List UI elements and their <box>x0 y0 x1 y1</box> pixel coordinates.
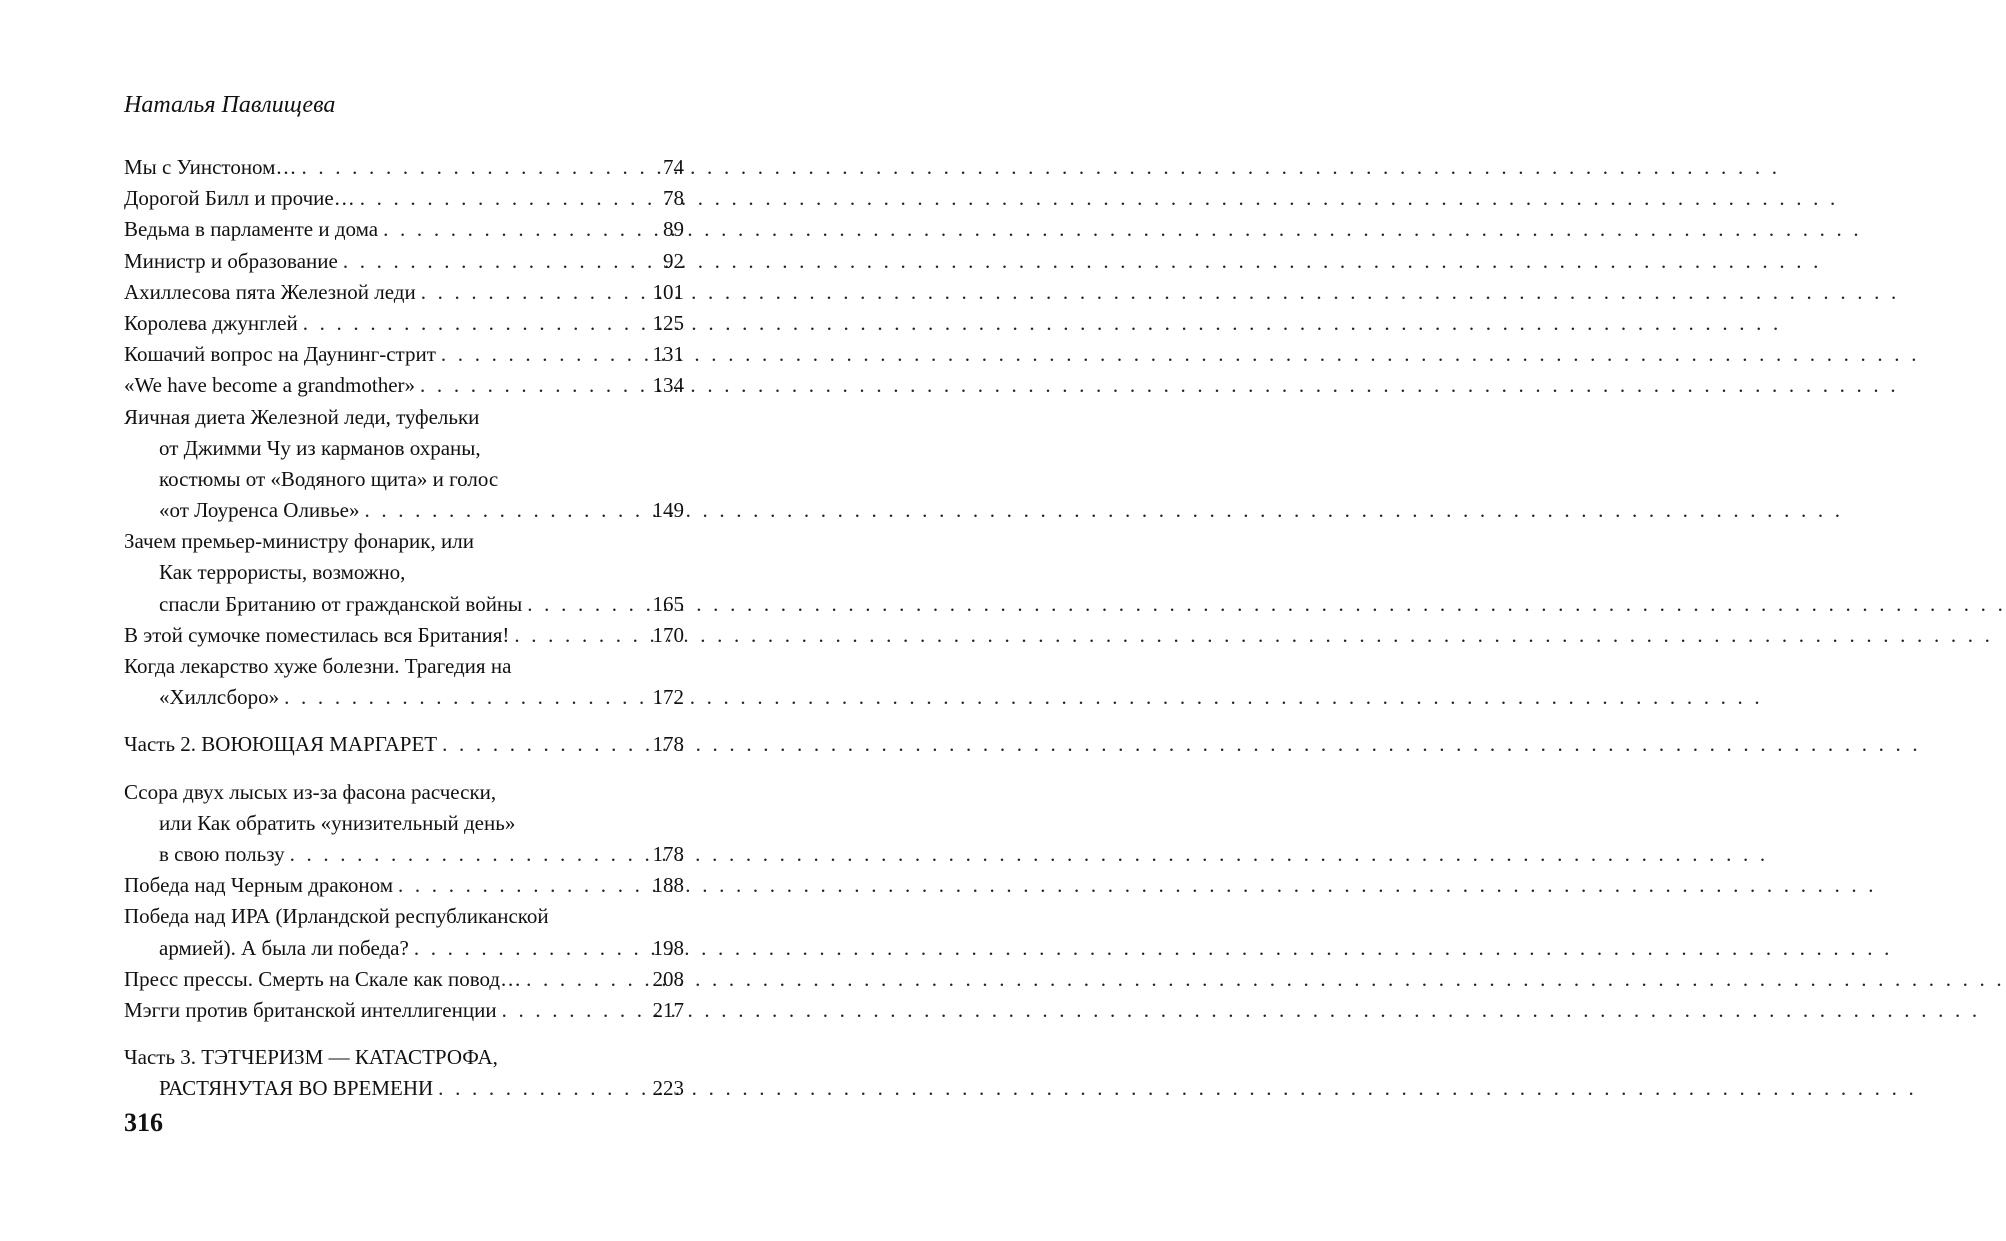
toc-entry <box>124 152 684 183</box>
toc-entry <box>124 308 684 339</box>
toc-entry-title: Кошачий вопрос на Даунинг-стрит <box>124 342 436 367</box>
toc-entry-title: от Джимми Чу из карманов охраны, <box>159 435 481 460</box>
toc-entry <box>124 1042 684 1073</box>
toc-entry <box>124 729 684 760</box>
toc-entry-title: Дорогой Билл и прочие… <box>124 186 355 211</box>
toc-entry-page: 101 <box>652 279 684 304</box>
toc-leader-dots <box>364 495 647 526</box>
toc-leader-dots <box>438 1073 647 1104</box>
toc-leader-dots <box>383 214 658 245</box>
toc-entry-title: Пресс прессы. Смерть на Скале как повод… <box>124 966 522 991</box>
running-header-author: Наталья Павлищева <box>124 92 336 118</box>
toc-leader-dots <box>526 964 647 995</box>
toc-entry-title: Победа над Черным драконом <box>124 873 393 898</box>
toc-entry-title: Зачем премьер-министру фонарик, или <box>124 529 474 554</box>
toc-entry <box>124 339 684 370</box>
toc-entry <box>124 526 684 557</box>
toc-leader-dots <box>360 183 658 214</box>
toc-entry-page: 188 <box>652 873 684 898</box>
toc-entry-title: Часть 2. ВОЮЮЩАЯ МАРГАРЕТ <box>124 732 438 757</box>
toc-entry <box>124 589 684 620</box>
toc-entry-title: Когда лекарство хуже болезни. Трагедия на <box>124 654 512 678</box>
toc-leader-dots <box>284 682 647 713</box>
toc-entry-page: 131 <box>652 342 684 367</box>
toc-entry-title: или Как обратить «унизительный день» <box>159 810 516 835</box>
toc-leader-dots <box>290 839 648 870</box>
toc-entry <box>124 1073 684 1104</box>
section-gap <box>124 1026 684 1042</box>
toc-entry-page: 134 <box>652 373 684 398</box>
toc-entry <box>124 995 684 1026</box>
toc-entry-page: 172 <box>652 685 684 710</box>
toc-leader-dots <box>420 370 647 401</box>
toc-entry <box>124 933 684 964</box>
toc-entry-title: в свою пользу <box>159 841 285 866</box>
toc-entry-title: Часть 3. ТЭТЧЕРИЗМ — КАТАСТРОФА, <box>124 1045 498 1070</box>
page-number: 316 <box>124 1108 163 1137</box>
toc-entry-page: 165 <box>652 591 684 616</box>
toc-entry <box>124 808 684 839</box>
toc-entry-title: Мы с Уинстоном… <box>124 155 297 179</box>
toc-entry-page: 74 <box>663 155 684 179</box>
toc-entry <box>124 246 684 277</box>
toc-entry <box>124 777 684 808</box>
toc-leader-dots <box>343 246 658 277</box>
toc-entry-title: костюмы от «Водяного щита» и голос <box>159 466 499 491</box>
toc-leader-dots <box>502 995 648 1026</box>
toc-entry <box>124 277 684 308</box>
toc-entry-page: 89 <box>663 217 684 242</box>
toc-entry <box>124 651 684 682</box>
toc-entry <box>124 557 684 588</box>
toc-entry-page: 178 <box>652 841 684 866</box>
toc-entry-page: 92 <box>663 248 684 273</box>
toc-entry <box>124 214 684 245</box>
toc-entry-title: Как террористы, возможно, <box>159 560 406 585</box>
toc-entry-title: спасли Британию от гражданской войны <box>159 591 523 616</box>
toc-entry <box>124 964 684 995</box>
toc-entry <box>124 402 684 433</box>
toc-entry <box>124 433 684 464</box>
toc-leader-dots <box>421 277 648 308</box>
toc-entry <box>124 682 684 713</box>
toc-entry-page: 125 <box>652 310 684 335</box>
toc-leader-dots <box>303 308 648 339</box>
toc-entry-title: Королева джунглей <box>124 310 298 335</box>
toc-entry-page: 78 <box>663 186 684 211</box>
toc-entry-title: РАСТЯНУТАЯ ВО ВРЕМЕНИ <box>159 1076 434 1101</box>
toc-leader-dots <box>398 870 648 901</box>
toc-entry-page: 178 <box>652 732 684 757</box>
toc-entry-page: 223 <box>652 1076 684 1101</box>
toc-entry-title: Министр и образование <box>124 248 338 273</box>
toc-entry <box>124 183 684 214</box>
toc-entry <box>124 839 684 870</box>
toc-entry-page: 170 <box>652 622 684 647</box>
toc-entry-title: В этой сумочке поместилась вся Британия! <box>124 622 510 647</box>
toc-entry-page: 149 <box>652 498 684 523</box>
toc-leader-dots <box>414 933 648 964</box>
section-gap <box>124 713 684 729</box>
toc-entry-title: «Хиллсборо» <box>159 685 280 710</box>
toc-entry-page: 208 <box>652 966 684 991</box>
toc-entry-title: армией). А была ли победа? <box>159 935 409 960</box>
toc-entry-title: «от Лоуренса Оливье» <box>159 498 360 523</box>
toc-entry-title: Яичная диета Железной леди, туфельки <box>124 404 480 429</box>
toc-entry <box>124 370 684 401</box>
toc-leader-dots <box>442 729 647 760</box>
toc-entry <box>124 495 684 526</box>
toc-leader-dots <box>301 152 658 183</box>
toc-leader-dots <box>527 589 647 620</box>
toc-entry-title: Ахиллесова пята Железной леди <box>124 279 416 304</box>
toc-entry-title: «We have become a grandmother» <box>124 373 416 398</box>
toc-entry <box>124 870 684 901</box>
toc-entry <box>124 464 684 495</box>
toc-entry-title: Ссора двух лысых из-за фасона расчески, <box>124 779 497 804</box>
toc-entry-page: 198 <box>652 935 684 960</box>
toc-entry <box>124 620 684 651</box>
toc-entry-page: 217 <box>652 997 684 1022</box>
toc-leader-dots <box>514 620 647 651</box>
toc-entry-title: Мэгги против британской интеллигенции <box>124 997 497 1022</box>
table-of-contents <box>124 152 684 1104</box>
toc-entry-title: Победа над ИРА (Ирландской республиканской <box>124 904 549 929</box>
toc-leader-dots <box>441 339 648 370</box>
toc-entry-title: Ведьма в парламенте и дома <box>124 217 379 242</box>
section-gap <box>124 761 684 777</box>
toc-entry <box>124 901 684 932</box>
